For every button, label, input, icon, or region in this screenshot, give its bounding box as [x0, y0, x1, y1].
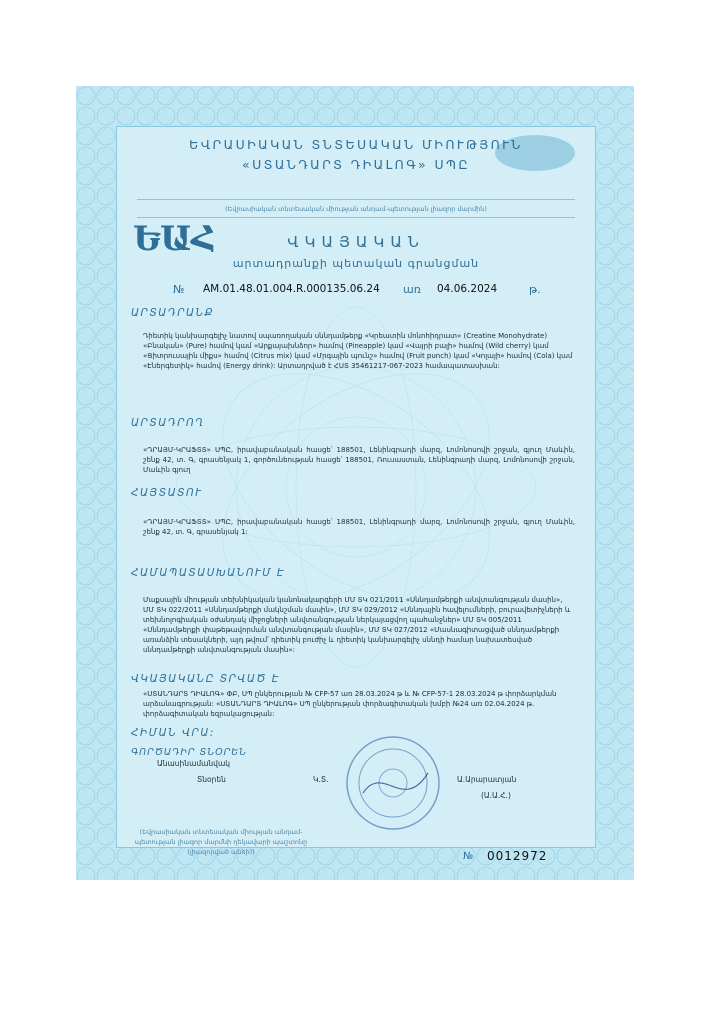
seal-label: Կ.Տ.	[313, 775, 329, 784]
position-caption: Անասինամանվակ	[157, 759, 230, 768]
product-heading: ԱՐՏԱԴՐԱՆՔ	[131, 307, 215, 319]
issued-text: «ՍՏԱՆԴԱՐՏ ԴԻԱԼՈԳ» ՓԲ, ՍՊ ընկերության № CFP-57 առ 28.03.2024 թ և № CFP-57-1 28.03.2024 թ փորձարկման արձանագրության: «ՍՏԱՆԴԱՐՏ ԴԻԱԼՈԳ» ՍՊ ընկերության փորձագիտական խմբի №24 առ 02.04.2024 թ. փորձագիտական եզրակացության:	[143, 690, 557, 718]
authority-subtitle: (Եվրասիական տնտեսական միության անդամ-պետության լիազոր մարմին)	[225, 205, 487, 213]
executive-title: ԳՈՐԾԱԴԻՐ ՏՆՕՐԵՆ	[131, 747, 248, 758]
eac-logo: ԵԱՀ	[133, 219, 216, 259]
manufacturer-text: «ԴՐԱՅՄ-ԿՐԱՖՏՏ» ՍՊԸ, իրավաբանական հասցե՝ 188501, Լենինգրադի մարզ, Լոմոնոսովի շրջան, գյուղ Մաևին, շենք 42, տ. Գ, գրասենյակ 1, գործունեության հասցե՝ 188501, Ռուսաստան, Լենինգրադի մարզ, Լոմոնոսովի շրջան, Մաևին գյուղ	[143, 446, 575, 474]
signer-caption: (Ա.Ա.Հ.)	[481, 791, 511, 800]
applicant-text: «ԴՐԱՅՄ-ԿՐԱՖՏՏ» ՍՊԸ, իրավաբանական հասցե՝ 188501, Լենինգրադի մարզ, Լոմոնոսովի շրջան, գյուղ Մաևին, շենք 42, տ. Գ, գրասենյակ 1:	[143, 518, 575, 536]
basis-heading: ՀԻՄԱՆ ՎՐԱ:	[131, 727, 215, 739]
serial-label: №	[463, 851, 474, 862]
organization-name: «ՍՏԱՆԴԱՐՏ ԴԻԱԼՈԳ» ՍՊԸ	[242, 157, 470, 172]
divider	[137, 217, 575, 218]
product-text: Դիետիկ կանխարգելիչ նատով սպառողական սննդամթերք «Կրեատին մոնոհիդրատ» (Creatine Monohydrate) «Բնական» (Pure) համով կամ «Արքայախնձոր» համով (Pineapple) կամ «Վայրի բալի» համով (Wild cherry) կամ «Ցիտրուսային միքս» համով (Citrus mix) կամ «Մրգային պունշ» համով (Fruit punch) կամ «Կոլայի» համով (Cola) կամ «Էներգետիկ» համով (Energy drink): Արտադրված է ՀՍՏ 35461217-067-2023 համապատասխան:	[143, 332, 573, 370]
divider	[137, 199, 575, 200]
compliance-text: Մաքսային միության տեխնիկական կանոնակարգերի ՄՄ ՏԿ 021/2011 «Սննդամթերքի անվտանգության մասին», ՄՄ ՏԿ 022/2011 «Սննդամթերքի մակնշման մասին», ՄՄ ՏԿ 029/2012 «Սննդային հավելումների, բուրավետիչների և տեխնոլոգիական օժանդակ միջոցների անվտանգության ներկայացվող պահանջներ» ՄՄ ՏԿ 005/2011 «Սննդամթերքի փաթեթավորման անվտանգության մասին», ՄՄ ՏԿ 027/2012 «Մասնագիտացված սննդամթերքի առանձին տեսակների, այդ թվում՝ դիետիկ բուժիչ և դիետիկ կանխարգելիչ սննդի համար նախատեսված սննդամթերքի անվտանգության մասին»:	[143, 596, 571, 654]
manufacturer-heading: ԱՐՏԱԴՐՈՂ	[131, 417, 205, 429]
certificate-number: AM.01.48.01.004.R.000135.06.24	[203, 283, 380, 295]
compliance-heading: ՀԱՄԱՊԱՏԱՍԽԱՆՈՒՄ Է	[131, 567, 286, 579]
document-title: ՎԿԱՅԱԿԱՆ	[287, 233, 425, 251]
document-subtitle: արտադրանքի պետական գրանցման	[232, 257, 480, 270]
year-suffix: թ.	[529, 283, 541, 296]
certificate	[76, 86, 634, 880]
authority-footnote: (Եվրասիական տնտեսական միության անդամ-պետության լիազոր մարմնի ղեկավարի պաշտոնը (լիազորված անձի))	[134, 828, 308, 856]
serial-number: 0012972	[487, 849, 548, 863]
issued-heading: ՎԿԱՅԱԿԱՆԸ ՏՐՎԱԾ Է	[131, 673, 280, 685]
certificate-date: 04.06.2024	[437, 283, 498, 295]
signer-name: Ա.Արարատյան	[457, 775, 517, 784]
official-stamp	[343, 733, 443, 833]
union-title: ԵՎՐԱՍԻԱԿԱՆ ՏՆՏԵՍԱԿԱՆ ՄԻՈՒԹՅՈՒՆ	[189, 137, 523, 152]
certificate-body	[116, 126, 596, 863]
date-label: առ	[403, 283, 421, 296]
position-name: Տնօրեն	[197, 775, 226, 784]
applicant-heading: ՀԱՅՏԱՏՈՒ	[131, 487, 203, 499]
number-label: №	[173, 283, 185, 296]
